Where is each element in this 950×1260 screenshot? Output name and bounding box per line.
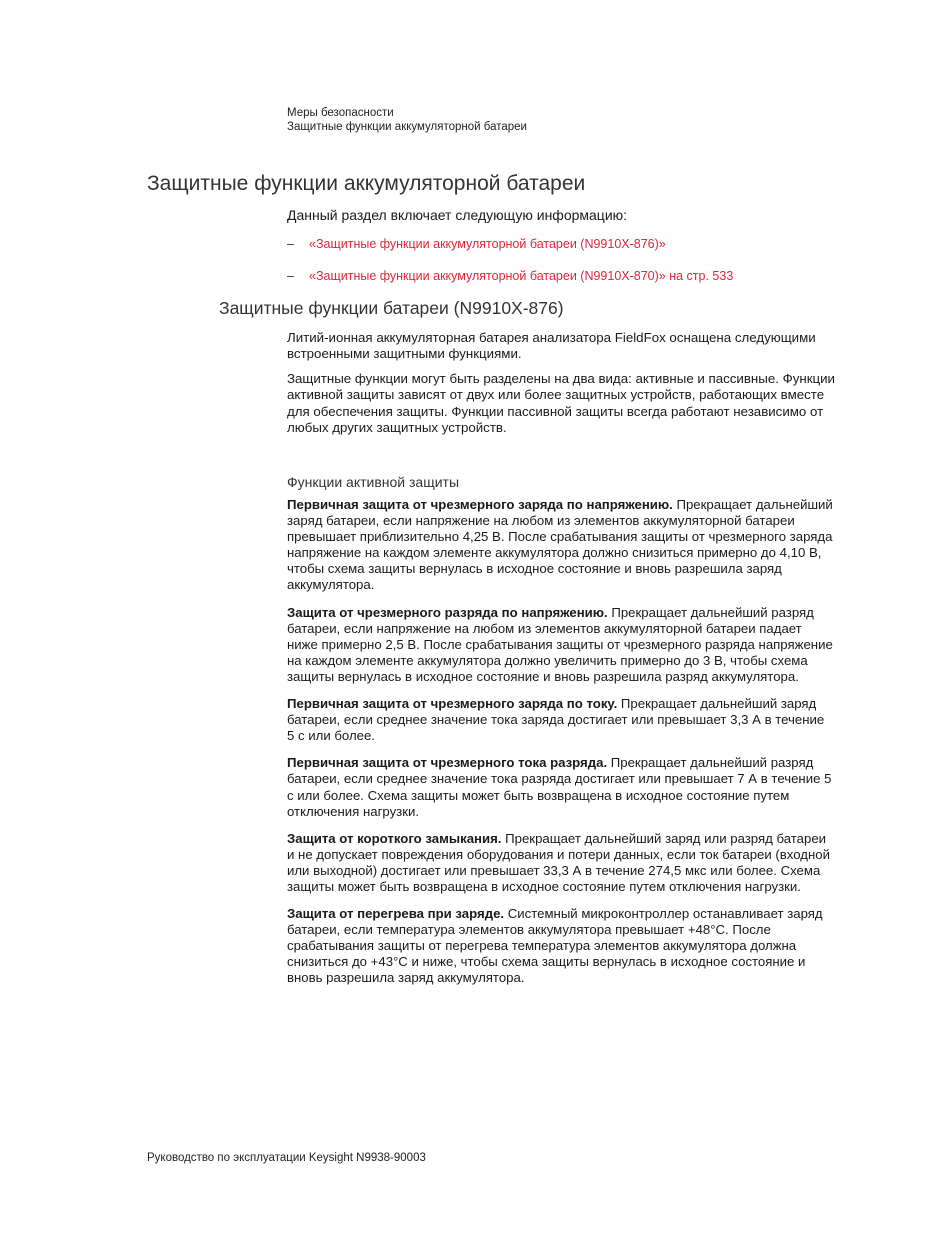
paragraph bbox=[287, 371, 843, 437]
item-description: Прекращает дальнейший разряд батареи, если среднее значение тока разряда достигает или превышает 7 А в течение 5 с или более. Схема защиты может быть возвращена в исходное состояние путем отключения нагрузки. bbox=[287, 755, 832, 819]
item-term: Первичная защита от чрезмерного заряда по току. bbox=[287, 696, 618, 712]
protection-list bbox=[287, 497, 835, 998]
list-dash: – bbox=[287, 237, 294, 251]
section-link-list bbox=[287, 235, 847, 299]
running-footer: Руководство по эксплуатации Keysight N9938-90003 bbox=[147, 1152, 426, 1164]
item-description: Прекращает дальнейший заряд батареи, если напряжение на любом из элементов аккумуляторной батареи превышает приблизительно 4,25 В. После срабатывания защиты от чрезмерного заряда напряжение на каждом элементе аккумулятора должно снизиться примерно до 4,10 В, чтобы схема защиты вернулась в исходное состояние и вновь разрешила заряд аккумулятора. bbox=[287, 497, 833, 593]
protection-item bbox=[287, 605, 835, 685]
item-description: Прекращает дальнейший заряд или разряд батареи и не допускает повреждения оборудования и потери данных, если ток батареи (входной или выходной) достигает или превышает 33,3 А в течение 274,5 мкс или более. Схема защиты может быть возвращена в исходное состояние путем отключения нагрузки. bbox=[287, 830, 830, 894]
paragraph bbox=[287, 330, 843, 363]
subsection-heading: Функции активной защиты bbox=[287, 474, 460, 490]
item-description: Прекращает дальнейший заряд батареи, если среднее значение тока заряда достигает или превышает 3,3 А в течение 5 с или более. bbox=[287, 696, 825, 744]
running-header bbox=[287, 106, 527, 134]
item-term: Защита от короткого замыкания. bbox=[287, 830, 502, 846]
paragraph-text: Литий-ионная аккумуляторная батарея анализатора FieldFox оснащена следующими встроенными защитными функциями. bbox=[287, 330, 816, 362]
cross-reference-link[interactable]: «Защитные функции аккумуляторной батареи (N9910X-876)» bbox=[309, 237, 666, 251]
item-term: Защита от чрезмерного разряда по напряжению. bbox=[287, 604, 608, 620]
header-section: Защитные функции аккумуляторной батареи bbox=[287, 121, 527, 133]
item-description: Системный микроконтроллер останавливает заряд батареи, если температура элементов аккумулятора превышает +48°С. После срабатывания защиты от перегрева температура элементов аккумулятора должна снизиться до +43°С и ниже, чтобы схема защиты вернулась в исходное состояние и вновь разрешила заряд аккумулятора. bbox=[287, 906, 823, 986]
cross-reference-link[interactable]: «Защитные функции аккумуляторной батареи (N9910X-870)» на стр. 533 bbox=[309, 269, 734, 283]
page-title: Защитные функции аккумуляторной батареи bbox=[147, 172, 586, 195]
intro-text: Данный раздел включает следующую информацию: bbox=[287, 207, 628, 223]
item-term: Первичная защита от чрезмерного заряда по напряжению. bbox=[287, 497, 673, 512]
header-chapter: Меры безопасности bbox=[287, 107, 394, 119]
protection-item bbox=[287, 831, 835, 895]
item-description: Прекращает дальнейший разряд батареи, если напряжение на любом из элементов аккумуляторной батареи падает ниже примерно 2,5 В. После срабатывания защиты от чрезмерного разряда напряжение на каждом элементе аккумулятора должно увеличить примерно до 3 В, чтобы схема защиты вернулась в исходное состояние и вновь разрешила разряд аккумулятора. bbox=[287, 604, 833, 684]
protection-item bbox=[287, 696, 835, 744]
list-item bbox=[287, 235, 847, 253]
protection-item bbox=[287, 755, 835, 819]
protection-item bbox=[287, 497, 835, 594]
list-item bbox=[287, 267, 847, 285]
paragraph-text: Защитные функции могут быть разделены на два вида: активные и пассивные. Функции активной защиты зависят от двух или более защитных устройств, работающих вместе для обеспечения защиты. Функции пассивной защиты всегда работают независимо от любых других защитных устройств. bbox=[287, 371, 835, 436]
section-heading: Защитные функции батареи (N9910X-876) bbox=[219, 298, 564, 318]
list-dash: – bbox=[287, 269, 294, 283]
item-term: Первичная защита от чрезмерного тока разряда. bbox=[287, 755, 608, 771]
protection-item bbox=[287, 906, 835, 986]
item-term: Защита от перегрева при заряде. bbox=[287, 906, 505, 922]
